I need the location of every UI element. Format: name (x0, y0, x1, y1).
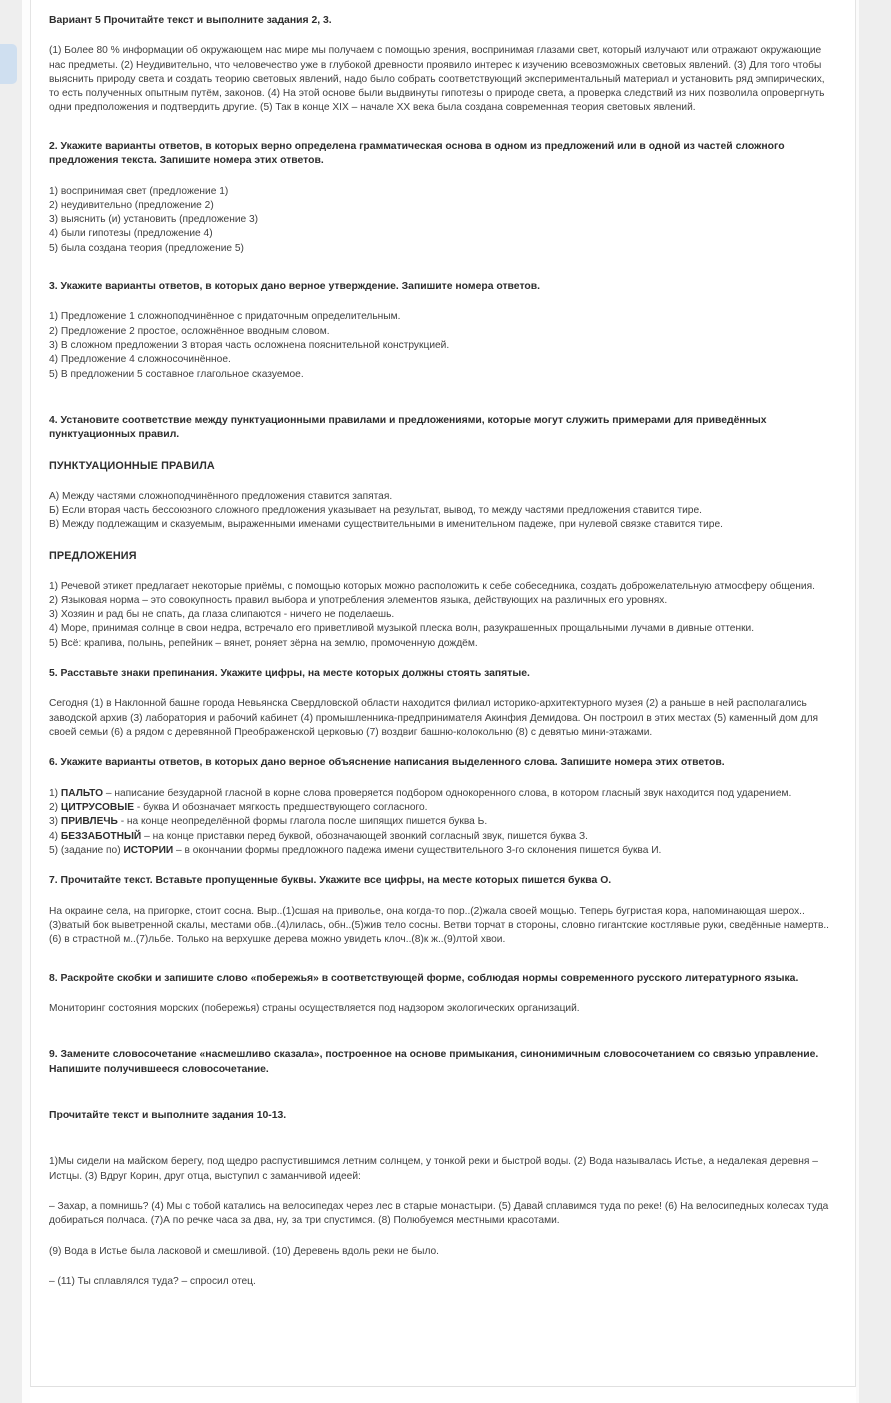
task-3-options (49, 310, 837, 381)
punctuation-rules-label: ПУНКТУАЦИОННЫЕ ПРАВИЛА (49, 459, 215, 472)
option-keyword: ИСТОРИИ (123, 844, 174, 856)
list-item[interactable]: 3) В сложном предложении 3 вторая часть осложнена пояснительной конструкцией. (49, 339, 450, 351)
task-4-rules (49, 490, 837, 533)
list-item[interactable] (49, 844, 837, 858)
sentences-label: ПРЕДЛОЖЕНИЯ (49, 549, 137, 562)
list-item[interactable] (49, 815, 837, 829)
reading-paragraph: – (11) Ты сплавлялся туда? – спросил отец. (49, 1275, 256, 1287)
option-text: – на конце приставки перед буквой, обозначающей звонкий согласный звук, пишется буква З. (141, 830, 588, 842)
left-floating-chip[interactable] (0, 44, 17, 84)
list-item[interactable]: 2) Языковая норма – это совокупность правил выбора и употребления элементов языка, действующих на различных его уровнях. (49, 594, 668, 606)
task-4-sentences (49, 580, 837, 651)
list-item[interactable]: 2) неудивительно (предложение 2) (49, 199, 214, 211)
list-item[interactable]: 4) были гипотезы (предложение 4) (49, 228, 213, 240)
list-item[interactable]: 1) воспринимая свет (предложение 1) (49, 185, 229, 197)
variant-heading: Вариант 5 Прочитайте текст и выполните задания 2, 3. (49, 15, 332, 26)
task-3-heading: 3. Укажите варианты ответов, в которых дано верное утверждение. Запишите номера ответов. (49, 280, 541, 292)
list-item: Б) Если вторая часть бессоюзного сложного предложения указывает на результат, вывод, то между частями предложения ставится тире. (49, 504, 702, 516)
list-item[interactable]: 4) Море, принимая солнце в свои недра, встречало его приветливой музыкой плеска волн, разукрашенных прощальными лучами в дивные оттенки. (49, 623, 755, 635)
task-5-text: Сегодня (1) в Наклонной башне города Невьянска Свердловской области находится филиал историко-архитектурного музея (2) а раньше в ней располагались заводской архив (3) лаборатория и рабочий кабинет (4) промышленника-предпринимателя Акинфия Демидова. Он построил в этих местах (5) каменный дом для своей семьи (6) а рядом с деревянной Преображенской церковью (7) воздвиг башню-колокольню (8) с девятью мини-этажами. (49, 698, 819, 739)
task-8-text: Мониторинг состояния морских (побережья) страны осуществляется под надзором экологических организаций. (49, 1002, 580, 1014)
task-8-heading: 8. Раскройте скобки и запишите слово «побережья» в соответствующей форме, соблюдая нормы современного русского литературного языка. (49, 972, 799, 984)
list-item[interactable] (49, 787, 837, 801)
document-content-card (30, 0, 856, 1387)
right-page-seam (856, 0, 859, 1403)
task-6-heading: 6. Укажите варианты ответов, в которых дано верное объяснение написания выделенного слова. Запишите номера этих ответов. (49, 757, 725, 769)
right-gutter (859, 0, 891, 1403)
intro-text: (1) Более 80 % информации об окружающем нас мире мы получаем с помощью зрения, воспринимая глазами свет, который излучают или отражают окружающие нас предметы. (2) Неудивительно, что человечество уже в глубокой древности проявило интерес к изучению всевозможных световых явлений. (3) Для того чтобы выяснить природу света и создать теорию световых явлений, надо было собрать соответствующий экспериментальный материал и установить ряд эмпирических, то есть полученных опытным путём, законов. (4) На этой основе были выдвинуты гипотезы о природе света, а проверка следствий из них позволила опровергнуть одни предположения и подтвердить другие. (5) Так в конце XIX – начале XX века была создана современная теория световых явлений. (49, 45, 825, 114)
option-keyword: ПРИВЛЕЧЬ (60, 816, 118, 828)
list-item[interactable]: 5) была создана теория (предложение 5) (49, 242, 244, 254)
option-text: – написание безударной гласной в корне слова проверяется подбором однокоренного слова, в котором гласный звук находится под ударением. (103, 787, 792, 799)
list-item: А) Между частями сложноподчинённого предложения ставится запятая. (49, 490, 393, 502)
list-item[interactable]: 3) выяснить (и) установить (предложение 3) (49, 214, 259, 226)
reading-paragraph: 1)Мы сидели на майском берегу, под щедро распустившимся летним солнцем, у тонкой реки и быстрой воды. (2) Вода называлась Истье, а недалекая деревня – Истцы. (3) Вдруг Корин, друг отца, выступил с заманчивой идеей: (49, 1156, 818, 1182)
reading-paragraph: – Захар, а помнишь? (4) Мы с тобой катались на велосипедах через лес в старые монастыри. (5) Давай сплавимся туда по реке! (6) На велосипедных колесах туда добираться полчаса. (7)А по речке часа за два, ну, за три спустимся. (8) Полюбуемся местными красотами. (49, 1201, 829, 1227)
list-item[interactable]: 1) Речевой этикет предлагает некоторые приёмы, с помощью которых можно расположить к себе собеседника, создать доброжелательную атмосферу общения. (49, 580, 815, 592)
task-7-text: На окраине села, на пригорке, стоит сосна. Выр..(1)сшая на приволье, она когда-то пор..(2)жала своей мощью. Теперь бугристая кора, напоминающая шерох..(3)ватый бок выветренной скалы, местами обв..(4)лилась, обн..(5)жив тело сосны. Ветви торчат в стороны, словно гигантские костлявые руки, сведённые намертв..(6) в страстной м..(7)льбе. Только на верхушке дерева можно увидеть клоч..(8)к ж..(9)лтой хвои. (49, 905, 830, 946)
task-7-heading: 7. Прочитайте текст. Вставьте пропущенные буквы. Укажите все цифры, на месте которых пишется буква О. (49, 875, 612, 887)
option-number: 5) (задание по) (49, 844, 124, 856)
left-page-seam (22, 0, 30, 1403)
option-keyword: ЦИТРУСОВЫЕ (60, 802, 135, 814)
list-item[interactable]: 2) Предложение 2 простое, осложнённое вводным словом. (49, 325, 330, 337)
option-keyword: ПАЛЬТО (60, 787, 104, 799)
option-text: - буква И обозначает мягкость предшествующего согласного. (134, 802, 428, 814)
list-item[interactable]: 3) Хозяин и рад бы не спать, да глаза слипаются - ничего не поделаешь. (49, 609, 395, 621)
list-item[interactable]: 5) В предложении 5 составное глагольное сказуемое. (49, 368, 304, 380)
left-gutter (0, 0, 22, 1403)
list-item[interactable]: 5) Всё: крапива, полынь, репейник – вянет, роняет зёрна на землю, промоченную дождём. (49, 637, 478, 649)
reading-paragraph: (9) Вода в Истье была ласковой и смешливой. (10) Деревень вдоль реки не было. (49, 1245, 439, 1257)
option-text: – в окончании формы предложного падежа имени существительного 3-го склонения пишется буква И. (173, 844, 662, 856)
task-9-heading: 9. Замените словосочетание «насмешливо сказала», построенное на основе примыкания, синонимичным словосочетанием со связью управление. Напишите получившееся словосочетание. (49, 1049, 819, 1075)
reading-block-heading: Прочитайте текст и выполните задания 10-13. (49, 1110, 287, 1122)
list-item[interactable]: 4) Предложение 4 сложносочинённое. (49, 354, 231, 366)
task-2-heading: 2. Укажите варианты ответов, в которых верно определена грамматическая основа в одном из предложений или в одной из частей сложного предложения текста. Запишите номера этих ответов. (49, 140, 785, 167)
task-2-options (49, 185, 837, 256)
option-number: 1) (49, 787, 61, 799)
task-4-heading: 4. Установите соответствие между пунктуационными правилами и предложениями, которые могут служить примерами для приведённых пунктуационных правил. (49, 414, 767, 441)
option-keyword: БЕЗЗАБОТНЫЙ (60, 830, 142, 842)
option-number: 4) (49, 830, 61, 842)
task-5-heading: 5. Расставьте знаки препинания. Укажите цифры, на месте которых должны стоять запятые. (49, 668, 530, 680)
task-6-options (49, 787, 837, 858)
list-item: В) Между подлежащим и сказуемым, выраженными именами существительными в именительном падеже, при нулевой связке ставится тире. (49, 519, 723, 531)
list-item[interactable] (49, 801, 837, 815)
option-number: 2) (49, 802, 61, 814)
list-item[interactable] (49, 830, 837, 844)
option-number: 3) (49, 816, 61, 828)
option-text: - на конце неопределённой формы глагола после шипящих пишется буква Ь. (117, 816, 488, 828)
list-item[interactable]: 1) Предложение 1 сложноподчинённое с придаточным определительным. (49, 311, 401, 323)
